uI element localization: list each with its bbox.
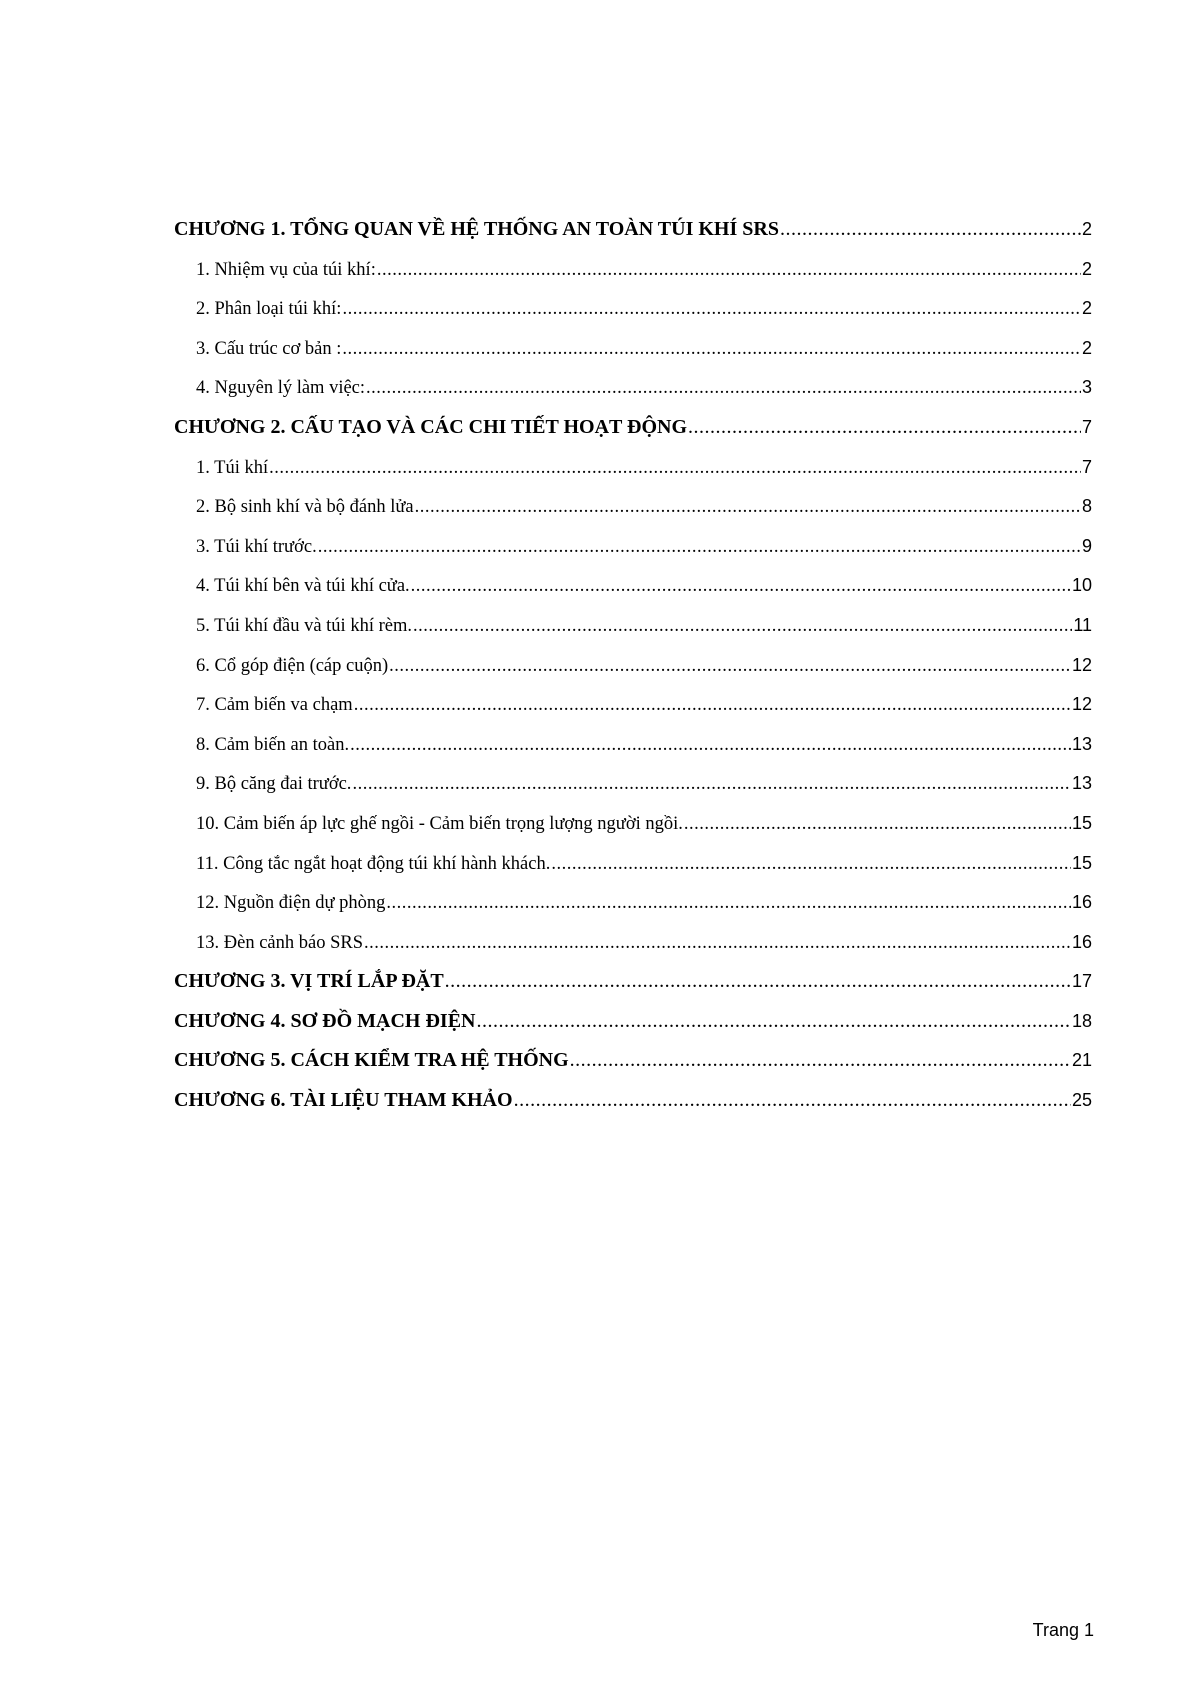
toc-section-entry[interactable] bbox=[174, 804, 1092, 844]
toc-entry-title: 12. Nguồn điện dự phòng bbox=[196, 893, 386, 914]
toc-section-entry[interactable] bbox=[174, 289, 1092, 329]
toc-chapter-entry[interactable] bbox=[174, 408, 1092, 448]
toc-entry-page-number: 13 bbox=[1071, 733, 1092, 754]
toc-entry-title: 7. Cảm biến va chạm bbox=[196, 695, 353, 716]
toc-dot-leader bbox=[413, 607, 1072, 646]
toc-entry-title: 1. Nhiệm vụ của túi khí: bbox=[196, 259, 376, 280]
toc-dot-leader bbox=[377, 251, 1081, 290]
toc-section-entry[interactable] bbox=[174, 487, 1092, 527]
toc-entry-page-number: 7 bbox=[1081, 456, 1092, 477]
toc-dot-leader bbox=[684, 805, 1071, 844]
toc-chapter-entry[interactable] bbox=[174, 962, 1092, 1002]
toc-section-entry[interactable] bbox=[174, 883, 1092, 923]
toc-entry-title: 10. Cảm biến áp lực ghế ngồi - Cảm biến trọng lượng người ngồi. bbox=[196, 813, 683, 834]
toc-entry-title: 5. Túi khí đầu và túi khí rèm. bbox=[196, 615, 412, 636]
toc-entry-title: 6. Cổ góp điện (cáp cuộn) bbox=[196, 655, 389, 676]
toc-entry-page-number: 16 bbox=[1071, 892, 1092, 913]
page-number-label: Trang 1 bbox=[1032, 1620, 1094, 1640]
toc-entry-title: CHƯƠNG 6. TÀI LIỆU THAM KHẢO bbox=[174, 1089, 513, 1112]
toc-entry-page-number: 2 bbox=[1081, 219, 1092, 239]
toc-section-entry[interactable] bbox=[174, 764, 1092, 804]
toc-entry-page-number: 13 bbox=[1071, 773, 1092, 794]
toc-entry-page-number: 10 bbox=[1071, 575, 1092, 596]
toc-entry-title: 3. Túi khí trước. bbox=[196, 536, 317, 557]
toc-entry-title: 1. Túi khí bbox=[196, 457, 269, 478]
toc-chapter-entry[interactable] bbox=[174, 210, 1092, 250]
toc-entry-title: 4. Nguyên lý làm việc: bbox=[196, 378, 366, 399]
toc-dot-leader bbox=[476, 1002, 1070, 1042]
toc-dot-leader bbox=[269, 449, 1081, 488]
toc-section-entry[interactable] bbox=[174, 250, 1092, 290]
toc-dot-leader bbox=[570, 1041, 1071, 1081]
toc-entry-page-number: 7 bbox=[1081, 416, 1092, 437]
toc-section-entry[interactable] bbox=[174, 566, 1092, 606]
toc-section-entry[interactable] bbox=[174, 448, 1092, 488]
toc-dot-leader bbox=[514, 1081, 1071, 1121]
toc-entry-title: CHƯƠNG 4. SƠ ĐỒ MẠCH ĐIỆN bbox=[174, 1009, 476, 1032]
toc-chapter-entry[interactable] bbox=[174, 1081, 1092, 1121]
toc-section-entry[interactable] bbox=[174, 725, 1092, 765]
toc-dot-leader bbox=[352, 765, 1071, 804]
toc-entry-title: 2. Bộ sinh khí và bộ đánh lửa bbox=[196, 497, 414, 518]
toc-section-entry[interactable] bbox=[174, 606, 1092, 646]
toc-section-entry[interactable] bbox=[174, 685, 1092, 725]
toc-dot-leader bbox=[688, 408, 1081, 448]
toc-dot-leader bbox=[386, 884, 1071, 923]
table-of-contents bbox=[174, 210, 1092, 1121]
toc-entry-page-number: 25 bbox=[1071, 1090, 1092, 1111]
toc-dot-leader bbox=[780, 210, 1081, 250]
toc-entry-page-number: 21 bbox=[1071, 1050, 1092, 1071]
toc-dot-leader bbox=[318, 528, 1081, 567]
toc-entry-page-number: 12 bbox=[1071, 654, 1092, 675]
toc-chapter-entry[interactable] bbox=[174, 1002, 1092, 1042]
toc-entry-page-number: 15 bbox=[1071, 852, 1092, 873]
toc-dot-leader bbox=[342, 330, 1081, 369]
toc-dot-leader bbox=[551, 845, 1071, 884]
toc-entry-page-number: 9 bbox=[1081, 535, 1092, 556]
toc-section-entry[interactable] bbox=[174, 368, 1092, 408]
toc-entry-title: 13. Đèn cảnh báo SRS bbox=[196, 932, 363, 953]
toc-entry-page-number: 15 bbox=[1071, 812, 1092, 833]
toc-entry-title: 9. Bộ căng đai trước. bbox=[196, 774, 352, 795]
toc-entry-page-number: 12 bbox=[1071, 694, 1092, 715]
toc-entry-title: 11. Công tắc ngắt hoạt động túi khí hành khách. bbox=[196, 853, 551, 874]
toc-dot-leader bbox=[389, 647, 1071, 686]
toc-entry-title: 2. Phân loại túi khí: bbox=[196, 299, 342, 320]
toc-entry-title: CHƯƠNG 2. CẤU TẠO VÀ CÁC CHI TIẾT HOẠT ĐỘNG bbox=[174, 415, 688, 438]
toc-dot-leader bbox=[366, 369, 1081, 408]
toc-entry-page-number: 2 bbox=[1081, 258, 1092, 279]
toc-entry-page-number: 17 bbox=[1071, 971, 1092, 992]
toc-entry-page-number: 16 bbox=[1071, 931, 1092, 952]
toc-entry-title: 8. Cảm biến an toàn. bbox=[196, 734, 350, 755]
toc-section-entry[interactable] bbox=[174, 329, 1092, 369]
toc-entry-page-number: 2 bbox=[1081, 298, 1092, 319]
toc-dot-leader bbox=[350, 726, 1071, 765]
toc-dot-leader bbox=[342, 290, 1081, 329]
toc-entry-title: CHƯƠNG 3. VỊ TRÍ LẮP ĐẶT bbox=[174, 970, 444, 993]
toc-dot-leader bbox=[354, 686, 1071, 725]
toc-section-entry[interactable] bbox=[174, 646, 1092, 686]
toc-chapter-entry[interactable] bbox=[174, 1041, 1092, 1081]
toc-entry-page-number: 3 bbox=[1081, 377, 1092, 398]
toc-section-entry[interactable] bbox=[174, 923, 1092, 963]
toc-dot-leader bbox=[445, 962, 1071, 1002]
toc-dot-leader bbox=[415, 488, 1081, 527]
page-footer bbox=[1033, 1620, 1094, 1641]
toc-entry-title: 4. Túi khí bên và túi khí cửa. bbox=[196, 576, 410, 597]
toc-entry-page-number: 18 bbox=[1071, 1010, 1092, 1031]
toc-entry-page-number: 11 bbox=[1073, 614, 1092, 635]
toc-entry-title: CHƯƠNG 5. CÁCH KIỂM TRA HỆ THỐNG bbox=[174, 1049, 569, 1072]
toc-dot-leader bbox=[411, 567, 1071, 606]
toc-entry-title: 3. Cấu trúc cơ bản : bbox=[196, 338, 342, 359]
toc-dot-leader bbox=[364, 924, 1071, 963]
toc-section-entry[interactable] bbox=[174, 844, 1092, 884]
toc-entry-title: CHƯƠNG 1. TỔNG QUAN VỀ HỆ THỐNG AN TOÀN TÚI KHÍ SRS bbox=[174, 218, 779, 240]
toc-section-entry[interactable] bbox=[174, 527, 1092, 567]
toc-entry-page-number: 2 bbox=[1081, 337, 1092, 358]
toc-entry-page-number: 8 bbox=[1081, 496, 1092, 517]
